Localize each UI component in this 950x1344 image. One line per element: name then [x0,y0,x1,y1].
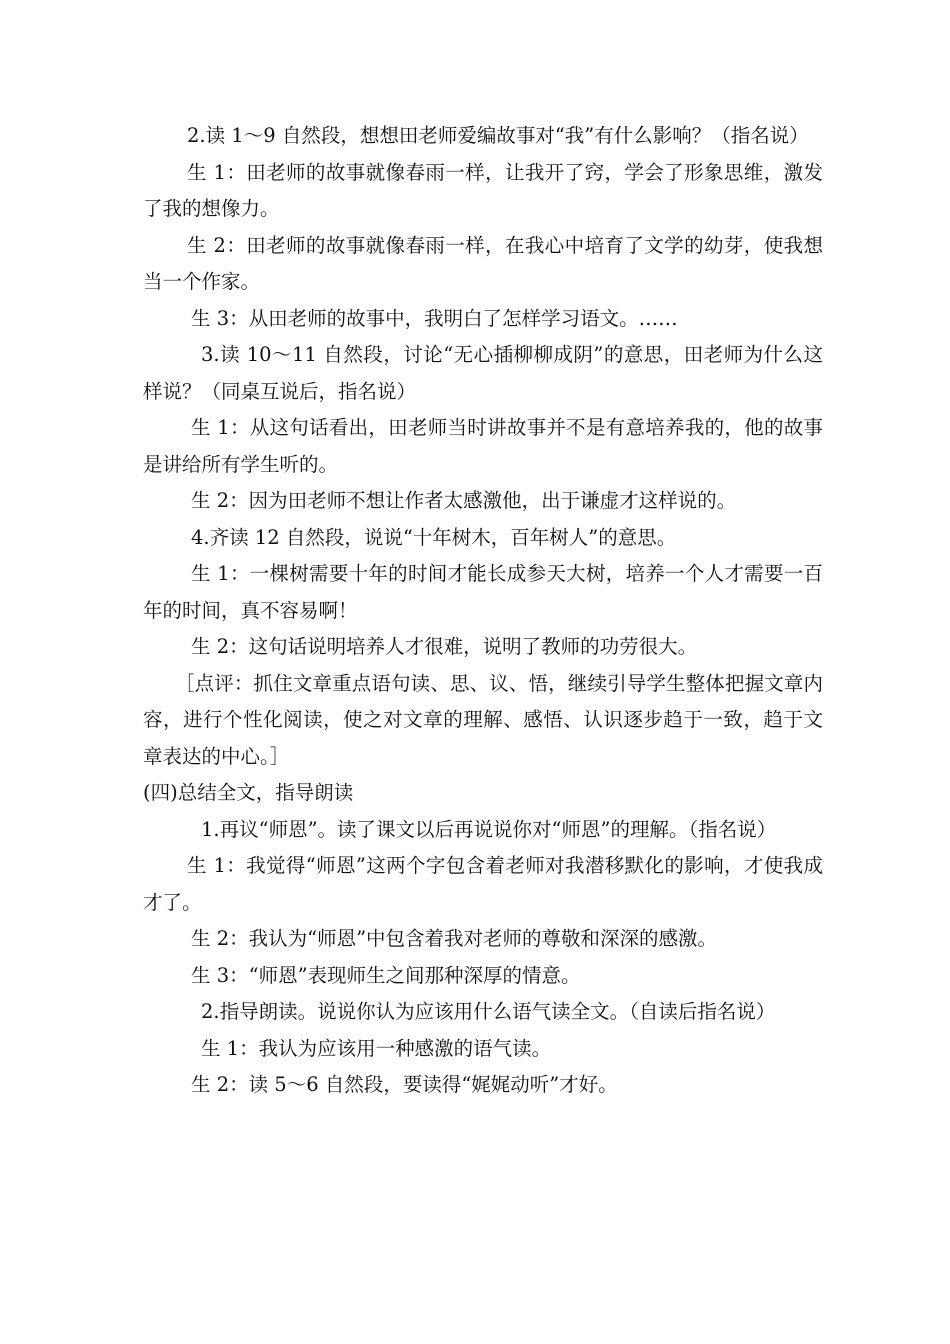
paragraph-student-2-answer: 生 2：因为田老师不想让作者太感激他，出于谦虚才这样说的。 [191,489,737,512]
paragraph-student-1-answer: 生 1：我认为应该用一种感激的语气读。 [201,1036,552,1060]
paragraph-question-3: 3.读 10～11 自然段，讨论“无心插柳柳成阴”的意思，田老师为什么这样说？（同桌互说后，指名说） [143,343,823,403]
paragraph-commentary: ［点评：抓住文章重点语句读、思、议、悟，继续引导学生整体把握文章内容，进行个性化阅读，使之对文章的理解、感悟、认识逐步趋于一致，趋于文章表达的中心。］ [143,671,823,768]
paragraph-student-1-answer: 生 1：从这句话看出，田老师当时讲故事并不是有意培养我的，他的故事是讲给所有学生听的。 [143,416,823,476]
section-heading-summary: (四)总结全文，指导朗读 [143,781,354,804]
paragraph-student-1-answer: 生 1：田老师的故事就像春雨一样，让我开了窍，学会了形象思维，激发了我的想像力。 [143,160,823,220]
paragraph-question-1: 1.再议“师恩”。读了课文以后再说说你对“师恩”的理解。（指名说） [201,817,777,841]
paragraph-question-4: 4.齐读 12 自然段，说说“十年树木，百年树人”的意思。 [191,525,677,549]
paragraph-student-2-answer: 生 2：我认为“师恩”中包含着我对老师的尊敬和深深的感激。 [191,927,718,950]
paragraph-student-1-answer: 生 1：一棵树需要十年的时间才能长成参天大树，培养一个人才需要一百年的时间，真不容易啊！ [143,562,823,622]
document-body [143,118,823,1104]
paragraph-question-2: 2.读 1～9 自然段，想想田老师爱编故事对“我”有什么影响？（指名说） [187,124,809,147]
paragraph-student-2-answer: 生 2：读 5～6 自然段，要读得“娓娓动听”才好。 [191,1073,618,1096]
paragraph-student-3-answer: 生 3：从田老师的故事中，我明白了怎样学习语文。…… [191,306,678,330]
paragraph-question-2-reading: 2.指导朗读。说说你认为应该用什么语气读全文。（自读后指名说） [201,1000,776,1023]
paragraph-student-3-answer: 生 3：“师恩”表现师生之间那种深厚的情意。 [191,963,581,987]
paragraph-student-2-answer: 生 2：这句话说明培养人才很难，说明了教师的功劳很大。 [191,635,698,658]
paragraph-student-1-answer: 生 1：我觉得“师恩”这两个字包含着老师对我潜移默化的影响，才使我成才了。 [143,854,823,914]
paragraph-student-2-answer: 生 2：田老师的故事就像春雨一样，在我心中培育了文学的幼芽，使我想当一个作家。 [143,233,823,293]
